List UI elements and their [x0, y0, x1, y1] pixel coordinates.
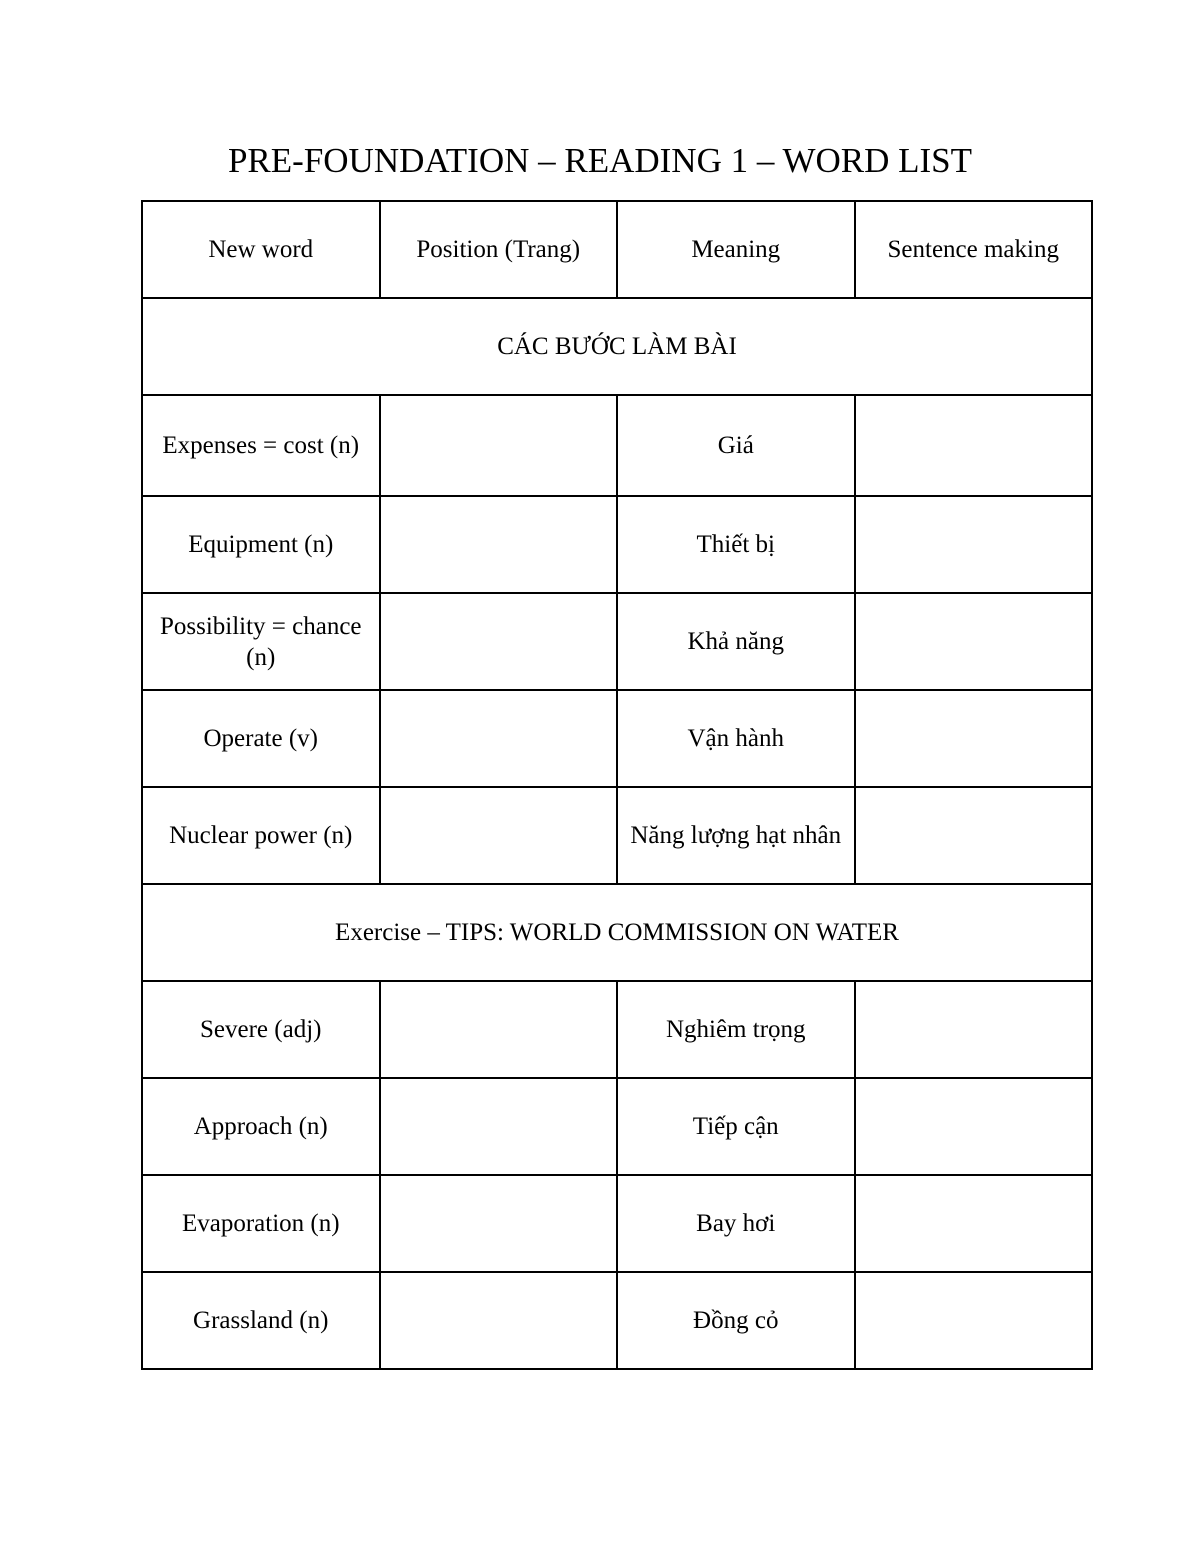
- meaning-cell: Vận hành: [617, 690, 855, 787]
- meaning-cell: Thiết bị: [617, 496, 855, 593]
- page-title: PRE-FOUNDATION – READING 1 – WORD LIST: [227, 141, 973, 180]
- sentence-cell: [855, 1272, 1093, 1369]
- section-row: [142, 884, 1092, 981]
- meaning-cell: Đồng cỏ: [617, 1272, 855, 1369]
- meaning-cell: Nghiêm trọng: [617, 981, 855, 1078]
- sentence-cell: [855, 787, 1093, 884]
- table-row: [142, 787, 1092, 884]
- position-cell: [380, 593, 618, 690]
- section-title: Exercise – TIPS: WORLD COMMISSION ON WATER: [142, 884, 1092, 981]
- new-word-cell: Equipment (n): [142, 496, 380, 593]
- meaning-cell: Khả năng: [617, 593, 855, 690]
- section-title: CÁC BƯỚC LÀM BÀI: [142, 298, 1092, 395]
- table-row: [142, 1078, 1092, 1175]
- position-cell: [380, 1272, 618, 1369]
- position-cell: [380, 496, 618, 593]
- sentence-cell: [855, 496, 1093, 593]
- header-position: Position (Trang): [380, 201, 618, 298]
- table-row: [142, 496, 1092, 593]
- position-cell: [380, 1175, 618, 1272]
- table-row: [142, 1272, 1092, 1369]
- table-row: [142, 690, 1092, 787]
- new-word-cell: Evaporation (n): [142, 1175, 380, 1272]
- position-cell: [380, 981, 618, 1078]
- header-meaning: Meaning: [617, 201, 855, 298]
- meaning-cell: Năng lượng hạt nhân: [617, 787, 855, 884]
- word-list-table: [141, 200, 1093, 1370]
- new-word-cell: Nuclear power (n): [142, 787, 380, 884]
- header-new-word: New word: [142, 201, 380, 298]
- new-word-cell: Possibility = chance (n): [142, 593, 380, 690]
- table-row: [142, 1175, 1092, 1272]
- new-word-cell: Operate (v): [142, 690, 380, 787]
- position-cell: [380, 395, 618, 496]
- header-sentence-making: Sentence making: [855, 201, 1093, 298]
- section-row: [142, 298, 1092, 395]
- table-header-row: [142, 201, 1092, 298]
- meaning-cell: Tiếp cận: [617, 1078, 855, 1175]
- new-word-cell: Severe (adj): [142, 981, 380, 1078]
- table-row: [142, 981, 1092, 1078]
- position-cell: [380, 787, 618, 884]
- sentence-cell: [855, 1078, 1093, 1175]
- sentence-cell: [855, 395, 1093, 496]
- sentence-cell: [855, 690, 1093, 787]
- new-word-cell: Approach (n): [142, 1078, 380, 1175]
- new-word-cell: Grassland (n): [142, 1272, 380, 1369]
- table-row: [142, 395, 1092, 496]
- sentence-cell: [855, 1175, 1093, 1272]
- sentence-cell: [855, 593, 1093, 690]
- table-row: [142, 593, 1092, 690]
- position-cell: [380, 690, 618, 787]
- meaning-cell: Giá: [617, 395, 855, 496]
- new-word-cell: Expenses = cost (n): [142, 395, 380, 496]
- sentence-cell: [855, 981, 1093, 1078]
- meaning-cell: Bay hơi: [617, 1175, 855, 1272]
- position-cell: [380, 1078, 618, 1175]
